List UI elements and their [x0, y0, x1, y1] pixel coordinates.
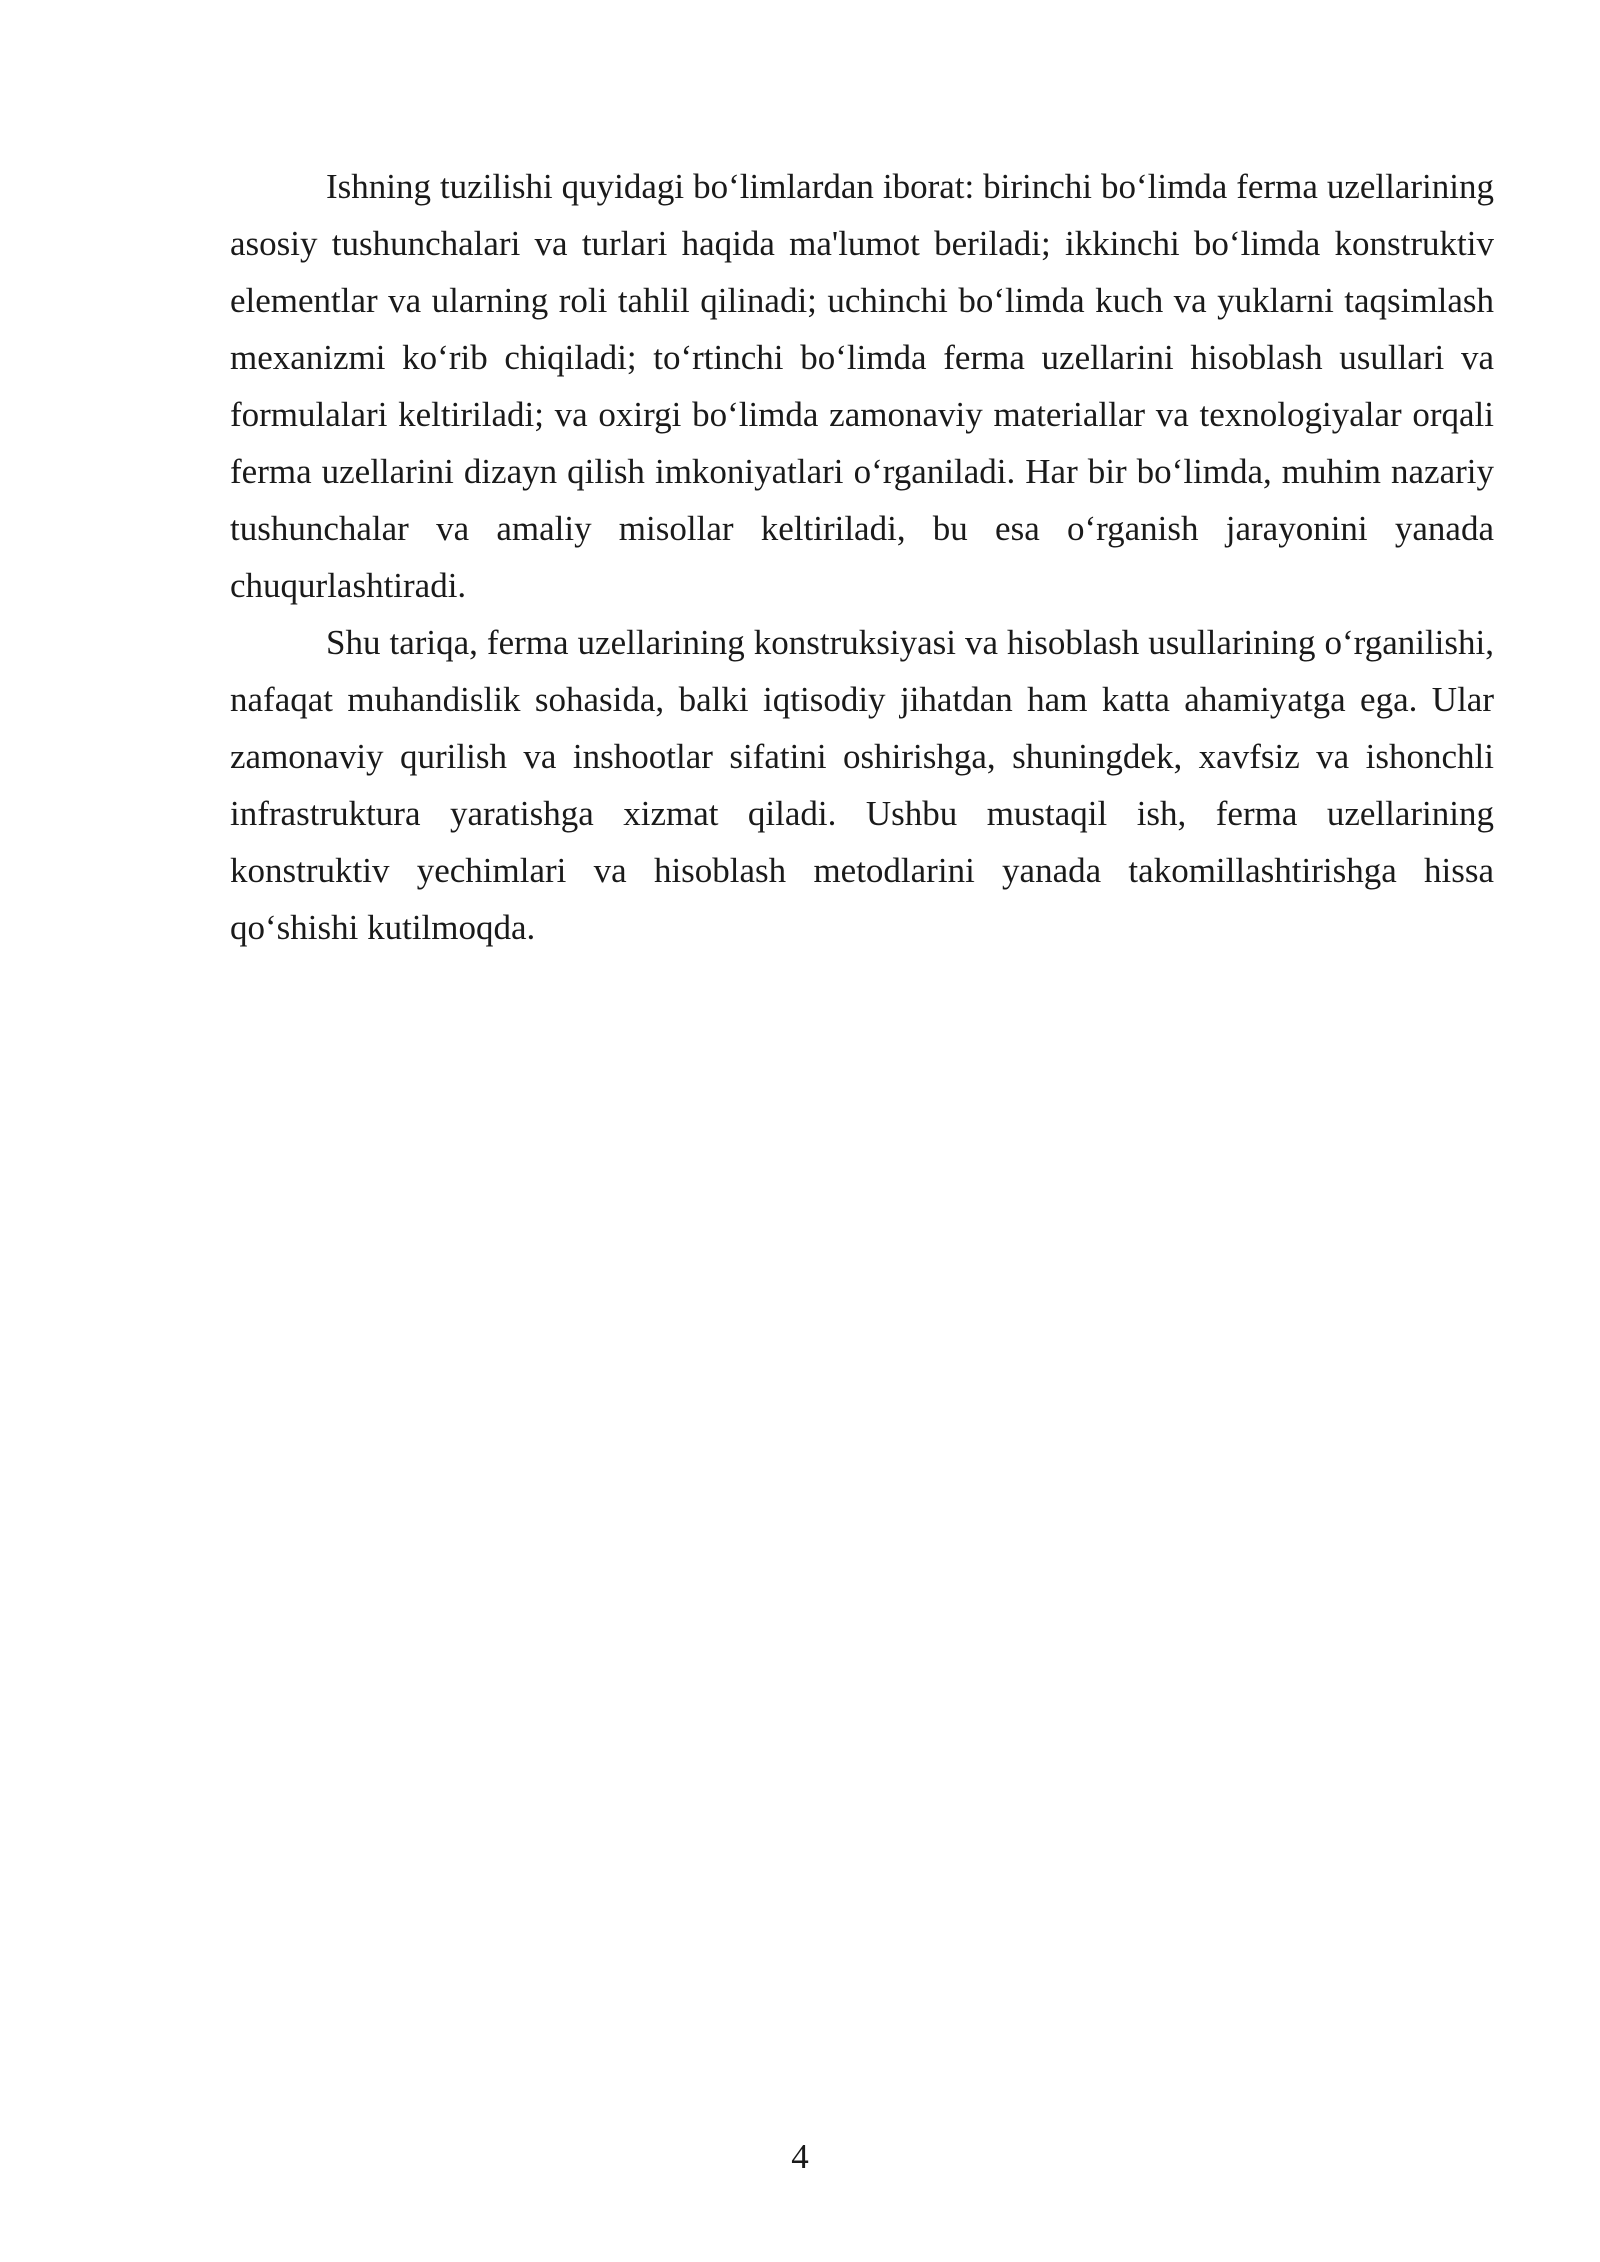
page-number: 4	[791, 2137, 809, 2176]
paragraph-conclusion: Shu tariqa, ferma uzellarining konstruksiyasi va hisoblash usullarining o‘rganilishi, nafaqat muhandislik sohasida, balki iqtisodiy jihatdan ham katta ahamiyatga ega. Ular zamonaviy qurilish va inshootlar sifatini oshirishga, shuningdek, xavfsiz va ishonchli infrastruktura yaratishga xizmat qiladi. Ushbu mustaqil ish, ferma uzellarining konstruktiv yechimlari va hisoblash metodlarini yanada takomillashtirishga hissa qo‘shishi kutilmoqda.	[230, 623, 1494, 947]
body-text	[230, 158, 1494, 956]
paragraph-structure: Ishning tuzilishi quyidagi bo‘limlardan iborat: birinchi bo‘limda ferma uzellarining asosiy tushunchalari va turlari haqida ma'lumot beriladi; ikkinchi bo‘limda konstruktiv elementlar va ularning roli tahlil qilinadi; uchinchi bo‘limda kuch va yuklarni taqsimlash mexanizmi ko‘rib chiqiladi; to‘rtinchi bo‘limda ferma uzellarini hisoblash usullari va formulalari keltiriladi; va oxirgi bo‘limda zamonaviy materiallar va texnologiyalar orqali ferma uzellarini dizayn qilish imkoniyatlari o‘rganiladi. Har bir bo‘limda, muhim nazariy tushunchalar va amaliy misollar keltiriladi, bu esa o‘rganish jarayonini yanada chuqurlashtiradi.	[230, 167, 1494, 605]
